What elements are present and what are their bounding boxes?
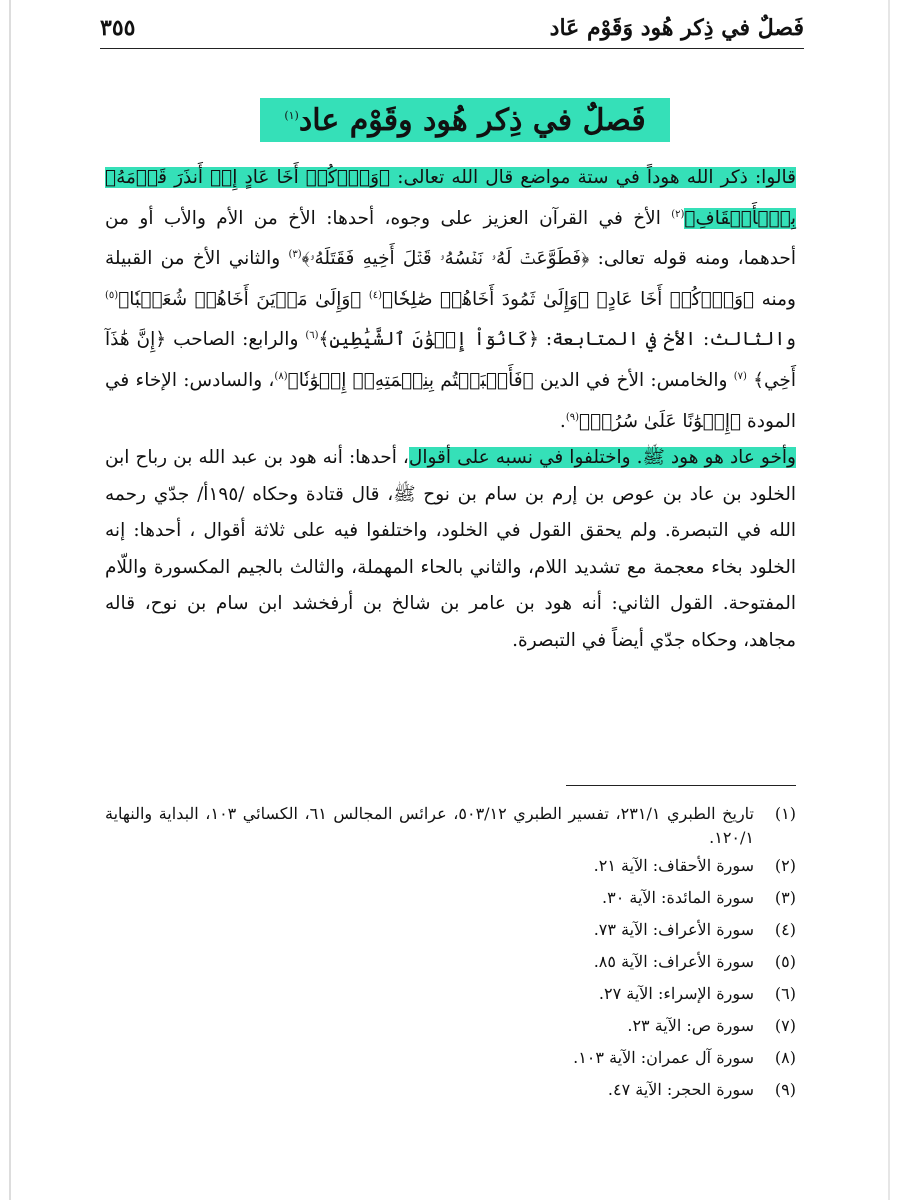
footnote-item (105, 850, 796, 882)
paragraph-1-text-2: والثاني الأخ من القبيلة ومنه ﴿وَٱذۡكُرۡ أَخَا عَادٍ﴾ ﴿وَإِلَىٰ ثَمُودَ أَخَاهُمۡ صَٰلِحٗا﴾ (105, 248, 796, 310)
page-number: ٣٥٥ (100, 15, 136, 41)
footnote-number: (٢) (774, 856, 796, 875)
paragraph-1-text-4: والثالث: الأخ في المتابعة: ﴿كَانُوٓاْ إِخۡوَٰنَ ٱلشَّيَٰطِينِ﴾ (318, 329, 796, 351)
footnote-ref-2[interactable]: (٢) (671, 208, 685, 220)
footnote-number: (٧) (774, 1016, 796, 1035)
running-title: فَصلٌ في ذِكر هُود وَقَوْم عَاد (549, 15, 804, 41)
footnote-ref-4[interactable]: (٤) (368, 289, 383, 301)
footnote-item (105, 946, 796, 978)
page-edge-left (9, 0, 11, 1200)
footnote-item (105, 798, 796, 850)
footnote-ref-6[interactable]: (٦) (305, 330, 319, 342)
footnote-ref-8[interactable]: (٨) (274, 371, 288, 383)
footnote-ref-7[interactable]: (٧) (733, 371, 747, 383)
highlighted-sentence: وأخو عاد هو هود ﷺ. واختلفوا في نسبه على أقوال (408, 447, 796, 469)
footnote-ref-5[interactable]: (٥) (105, 289, 119, 301)
paragraph-1-text-1: الأخ في القرآن العزيز على وجوه، أحدها: الأخ من الأم والأب أو من أحدهما، ومنه قوله تعالى: ﴿فَطَوَّعَتۡ لَهُۥ نَفۡسُهُۥ قَتۡلَ أَخِيهِ فَقَتَلَهُۥ﴾ (105, 207, 796, 270)
footnote-number: (٦) (774, 984, 796, 1003)
page-header (100, 8, 804, 49)
footnote-number: (٥) (774, 952, 796, 971)
paragraph-1-text-7: ، والسادس: الإخاء في المودة ﴿إِخۡوَٰنًا عَلَىٰ سُرُرٖ﴾ (105, 370, 796, 432)
footnote-text: تاريخ الطبري ٢٣١/١، تفسير الطبري ٥٠٣/١٢، عرائس المجالس ٦١، الكسائي ١٠٣، البداية والنهاية ١٢٠/١. (105, 804, 755, 847)
footnote-number: (٨) (774, 1048, 796, 1067)
chapter-title (284, 103, 645, 138)
main-text (105, 160, 796, 659)
paragraph-1-text-5: والرابع: الصاحب ﴿إِنَّ هَٰذَآ أَخِي﴾ (105, 329, 797, 392)
footnotes (105, 798, 796, 1106)
footnote-text: سورة المائدة: الآية ٣٠. (602, 888, 754, 907)
chapter-title-box (260, 98, 670, 142)
footnote-text: سورة الحجر: الآية ٤٧. (607, 1080, 754, 1099)
footnote-text: سورة الأعراف: الآية ٧٣. (593, 920, 754, 939)
paragraph-1 (105, 160, 796, 440)
footnote-item (105, 882, 796, 914)
paragraph-2 (105, 440, 796, 659)
chapter-title-text: فَصلٌ في ذِكر هُود وقَوْم عاد (298, 102, 646, 138)
footnote-text: سورة الإسراء: الآية ٢٧. (598, 984, 754, 1003)
footnote-number: (٣) (774, 888, 796, 907)
footnote-text: سورة آل عمران: الآية ١٠٣. (573, 1048, 754, 1067)
footnote-number: (٤) (774, 920, 796, 939)
paragraph-1-text-8: . (559, 410, 566, 432)
footnote-text: سورة ص: الآية ٢٣. (627, 1016, 754, 1035)
paragraph-1-text-6: والخامس: الأخ في الدين ﴿فَأَصۡبَحۡتُم بِنِعۡمَتِهِۦٓ إِخۡوَٰنٗا﴾ (287, 370, 734, 392)
footnote-number: (٩) (774, 1080, 796, 1099)
footnote-ref-3[interactable]: (٣) (288, 249, 302, 261)
footnote-item (105, 914, 796, 946)
highlighted-opening: قالوا: ذكر الله هوداً في ستة مواضع قال الله تعالى: ﴿وَٱذۡكُرۡ أَخَا عَادٍ إِذۡ أَنذَرَ قَوۡمَهُۥ بِٱلۡأَحۡقَافِ﴾ (105, 167, 796, 229)
footnote-item (105, 1010, 796, 1042)
footnote-text: سورة الأعراف: الآية ٨٥. (593, 952, 754, 971)
footnote-item (105, 978, 796, 1010)
footnote-number: (١) (774, 804, 796, 823)
footnote-ref-9[interactable]: (٩) (565, 411, 579, 423)
footnote-item (105, 1042, 796, 1074)
page-edge-right (888, 0, 890, 1200)
footnote-separator (566, 785, 796, 786)
footnote-text: سورة الأحقاف: الآية ٢١. (593, 856, 754, 875)
footnote-ref-1[interactable]: (١) (284, 108, 299, 122)
footnote-item (105, 1074, 796, 1106)
paragraph-2-text: ، أحدها: أنه هود بن عبد الله بن رباح ابن الخلود بن عاد بن عوص بن إرم بن سام بن نوح ﷺ، قال قتادة وحكاه /١٩٥أ/ جدّي رحمه الله في التبصرة. ولم يحقق القول في الخلود، واختلفوا فيه على ثلاثة أقوال ، أحدها: إنه الخلود بخاء معجمة مع تشديد اللام، والثاني بالحاء المهملة، والثالث بالجيم المكسورة واللّام المفتوحة. القول الثاني: أنه هود بن عامر بن شالخ بن أرفخشد ابن سام بن نوح، قاله مجاهد، وحكاه جدّي أيضاً في التبصرة. (105, 447, 796, 651)
paragraph-1-text-3: ﴿وَإِلَىٰ مَدۡيَنَ أَخَاهُمۡ شُعَيۡبٗا﴾ (118, 288, 369, 310)
